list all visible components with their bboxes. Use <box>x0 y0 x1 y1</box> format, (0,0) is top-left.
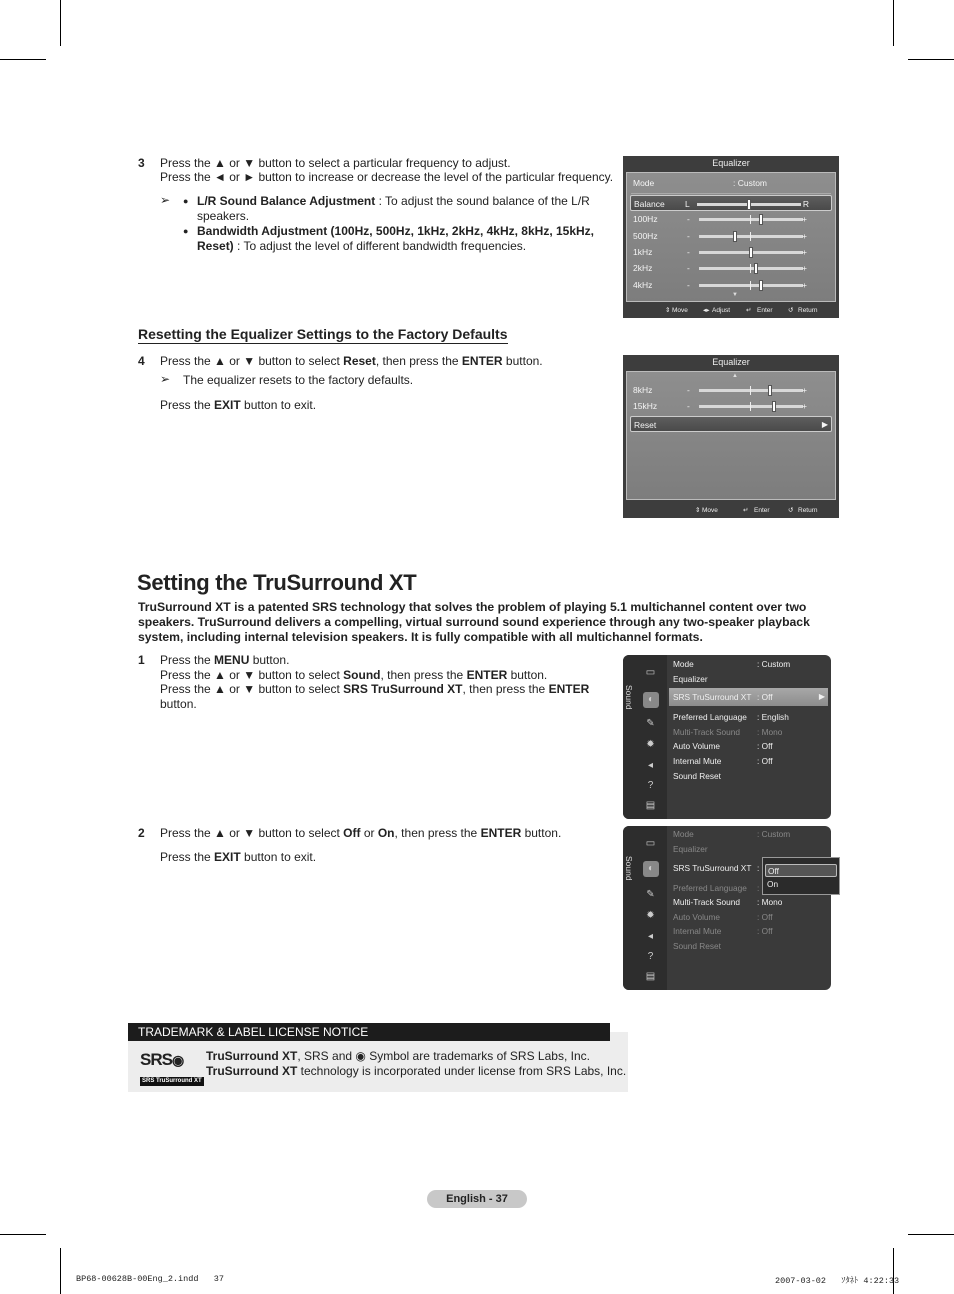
crop-mark <box>60 0 61 46</box>
text: , then press the <box>380 667 467 682</box>
eq-slider-knob[interactable] <box>749 247 753 258</box>
bullet-balance-label: L/R Sound Balance Adjustment <box>197 194 376 208</box>
text-bold: ENTER <box>466 667 508 682</box>
eq-slider-knob[interactable] <box>759 280 763 291</box>
note-arrow-icon: ➢ <box>160 372 171 386</box>
return-icon: ↺ <box>788 307 794 314</box>
sidebar-label: Sound <box>624 856 634 881</box>
step2-line <box>160 826 561 841</box>
crop-mark <box>893 0 894 46</box>
eq-mode-label: Mode <box>633 178 655 188</box>
eq-slider-track <box>699 389 803 392</box>
eq-row-min: - <box>687 401 690 412</box>
menu-item[interactable] <box>673 939 828 953</box>
text-bold: ENTER <box>480 826 522 840</box>
srs-option-popup <box>762 857 840 895</box>
text: Press the <box>160 850 215 864</box>
text: Press the <box>160 398 215 412</box>
eq-row-max: R <box>802 199 809 209</box>
reset-heading: Resetting the Equalizer Settings to the Factory Defaults <box>138 326 508 342</box>
text: button. <box>521 826 562 840</box>
eq-row-min: L <box>685 199 690 209</box>
srs-logo-sub: SRS TruSurround XT <box>142 1078 202 1084</box>
eq-slider-track <box>699 267 803 270</box>
menu-item[interactable] <box>673 657 828 671</box>
eq-slider-track <box>699 218 803 221</box>
eq-row-label: 4kHz <box>633 279 653 290</box>
text-bold: ENTER <box>548 682 590 696</box>
menu-item-label: Internal Mute <box>673 756 722 766</box>
text: or <box>360 826 378 840</box>
step4-exit <box>160 398 316 413</box>
sound-icon: ◐ <box>643 861 659 877</box>
picture-icon: ▭ <box>645 838 656 849</box>
menu-item-label: Auto Volume <box>673 912 721 922</box>
eq-slider-knob[interactable] <box>759 214 763 225</box>
menu-item-label: Sound Reset <box>673 941 721 951</box>
text: , then press the <box>394 826 481 840</box>
channel-icon: ✎ <box>646 889 655 900</box>
eq-row-min: - <box>687 279 690 290</box>
help-icon: ? <box>647 951 654 962</box>
footer-return: Return <box>798 507 818 514</box>
eq-row[interactable] <box>633 277 829 293</box>
input-icon: ◂ <box>647 931 654 942</box>
move-icon: ⇕ <box>665 307 671 314</box>
footer-adjust: Adjust <box>712 307 731 314</box>
menu-item[interactable] <box>673 924 828 938</box>
menu-item-value: : Custom <box>757 659 791 669</box>
menu-item-value: : Custom <box>757 829 791 839</box>
eq-slider-track <box>699 405 803 408</box>
step1-text <box>160 653 600 711</box>
input-icon: ◂ <box>647 760 654 771</box>
eq-slider-center <box>750 281 751 290</box>
eq-slider-knob[interactable] <box>733 231 737 242</box>
eq-row-max: + <box>802 246 807 257</box>
menu-item-value: : Off <box>757 692 773 702</box>
eq-row-label: 100Hz <box>633 214 658 225</box>
srs-symbol-icon: ◉ <box>355 1049 366 1063</box>
menu-item-value: : Off <box>757 912 773 922</box>
sidebar-label: Sound <box>624 685 634 710</box>
step-number: 4 <box>138 354 145 368</box>
srs-logo-letters: SRS <box>140 1050 172 1069</box>
srs-logo-text <box>140 1051 204 1069</box>
menu-sidebar <box>623 655 667 819</box>
trademark-text <box>206 1049 626 1079</box>
menu-item[interactable] <box>673 895 828 909</box>
crop-mark <box>0 1234 46 1235</box>
eq-mode-row <box>633 175 829 191</box>
text-bold: SRS TruSurround XT <box>343 682 463 696</box>
text: Press the ▲ or ▼ button to select <box>160 667 344 682</box>
eq-row-max: + <box>802 385 807 395</box>
eq-row-label: Balance <box>634 199 665 209</box>
setup-icon: ✹ <box>646 739 655 750</box>
scroll-up-icon: ▲ <box>732 373 738 379</box>
srs-circle-icon: ◉ <box>171 1052 184 1068</box>
eq-row-max: + <box>802 263 807 274</box>
menu-item-label: Equalizer <box>673 674 708 684</box>
eq-row-label: 8kHz <box>633 385 653 395</box>
menu-item[interactable] <box>673 725 828 739</box>
eq-row-max: + <box>802 214 807 225</box>
eq-row[interactable] <box>633 228 829 244</box>
equalizer-footer <box>623 506 839 516</box>
eq-row-max: + <box>802 230 807 241</box>
menu-item-value: : Off <box>757 741 773 751</box>
bullet-icon: ● <box>183 226 189 236</box>
eq-row-min: - <box>687 214 690 225</box>
help-icon: ? <box>647 780 654 791</box>
page-number: English - 37 <box>427 1190 527 1208</box>
text-bold: On <box>377 826 395 840</box>
eq-row[interactable] <box>633 382 829 398</box>
menu-item[interactable] <box>673 672 828 686</box>
eq-slider-center <box>750 264 751 273</box>
menu-item-label: Multi-Track Sound <box>673 727 741 737</box>
intro-paragraph: TruSurround XT is a patented SRS technology that solves the problem of playing 5.1 multichannel content over two speakers. TruSurround delivers a compelling, virtual surround sound experience through any two-speaker playback system, including internal television speakers. It is fully compatible with all multichannel formats. <box>138 600 810 644</box>
menu-item-label: Auto Volume <box>673 741 721 751</box>
step4-line <box>160 354 543 369</box>
play-icon: ▶ <box>821 420 828 429</box>
return-icon: ↺ <box>788 507 794 514</box>
text: button. <box>249 653 290 667</box>
step4-note: The equalizer resets to the factory defaults. <box>183 373 414 387</box>
eq-row[interactable] <box>633 211 829 227</box>
menu-item-value: : Mono <box>757 897 783 907</box>
menu-item-label: Internal Mute <box>673 926 722 936</box>
menu-item-value: : Off <box>757 756 773 766</box>
option-on[interactable]: On <box>767 879 779 889</box>
eq-slider-knob[interactable] <box>768 385 772 396</box>
menu-item-label: Sound Reset <box>673 771 721 781</box>
text: technology is incorporated under license from SRS Labs, Inc. <box>297 1064 627 1078</box>
text: Symbol are trademarks of SRS Labs, Inc. <box>365 1049 590 1063</box>
text-bold: EXIT <box>214 398 241 412</box>
text: , SRS and <box>297 1049 356 1063</box>
eq-row-min: - <box>687 230 690 241</box>
eq-row-min: - <box>687 246 690 257</box>
eq-row[interactable] <box>633 260 829 276</box>
text: Press the ▲ or ▼ button to select <box>160 682 344 696</box>
picture-icon: ▭ <box>645 667 656 678</box>
bullet-balance-text-2: speakers. <box>197 208 250 223</box>
note-arrow-icon: ➢ <box>160 193 171 207</box>
footer-enter: Enter <box>757 307 773 314</box>
eq-slider-knob[interactable] <box>754 263 758 274</box>
eq-row-min: - <box>687 263 690 274</box>
text-bold: Reset <box>343 354 376 368</box>
eq-row-max: + <box>802 401 807 412</box>
move-icon: ⇕ <box>695 507 701 514</box>
option-off[interactable]: Off <box>765 864 837 877</box>
eq-slider-center <box>750 402 751 411</box>
menu-item-label: SRS TruSurround XT <box>673 692 752 702</box>
footer-move: Move <box>672 307 688 314</box>
guide-icon: ▤ <box>645 800 656 811</box>
crop-mark <box>908 59 954 60</box>
text: , then press the <box>375 354 462 368</box>
page-title: Setting the TruSurround XT <box>137 570 417 595</box>
footer-return: Return <box>798 307 818 314</box>
eq-reset-label: Reset <box>634 420 657 430</box>
menu-item[interactable] <box>673 910 828 924</box>
menu-sidebar <box>623 826 667 990</box>
eq-slider-knob[interactable] <box>747 199 751 210</box>
menu-item-value: : Off <box>757 926 773 936</box>
menu-item-value: : <box>757 863 760 873</box>
menu-item-label: Equalizer <box>673 844 708 854</box>
text-bold: Sound <box>343 667 381 682</box>
footer-move: Move <box>702 507 718 514</box>
equalizer-panel <box>626 172 836 302</box>
eq-row-label: 2kHz <box>633 263 653 274</box>
text-bold: ENTER <box>461 354 503 368</box>
eq-row-label: 15kHz <box>633 401 658 412</box>
step-number: 1 <box>138 653 145 667</box>
text: button. <box>502 354 543 368</box>
guide-icon: ▤ <box>645 971 656 982</box>
divider <box>631 193 831 194</box>
menu-item[interactable] <box>673 754 828 768</box>
sound-menu-1 <box>623 655 831 819</box>
menu-item[interactable] <box>673 710 828 724</box>
step3-line1: Press the ▲ or ▼ button to select a particular frequency to adjust. <box>160 156 511 170</box>
menu-item-label: Mode <box>673 659 694 669</box>
srs-logo <box>140 1051 204 1087</box>
equalizer-title: Equalizer <box>712 158 750 168</box>
bullet-balance-text: : To adjust the sound balance of the L/R <box>375 194 590 208</box>
eq-row-min: - <box>687 385 690 395</box>
menu-item-label: Multi-Track Sound <box>673 897 741 907</box>
text: Press the <box>160 653 215 667</box>
eq-row[interactable] <box>633 398 829 414</box>
text: button. <box>507 667 548 682</box>
menu-item-value: : Mono <box>757 727 783 737</box>
text: , then press the <box>462 682 549 696</box>
eq-row-label: 500Hz <box>633 230 658 241</box>
step3-line2: Press the ◄ or ► button to increase or decrease the level of the particular frequency. <box>160 170 614 184</box>
enter-icon: ↵ <box>743 507 749 514</box>
menu-item-label: Preferred Language <box>673 883 747 893</box>
text-bold: EXIT <box>214 850 241 864</box>
sound-icon: ◐ <box>643 692 659 708</box>
text-bold: MENU <box>214 653 250 667</box>
step-number: 3 <box>138 156 145 170</box>
crop-mark <box>60 1248 61 1294</box>
eq-slider-center <box>750 215 751 224</box>
text: button to exit. <box>240 850 317 864</box>
play-icon: ▶ <box>818 692 825 701</box>
menu-item-value: : <box>757 883 760 893</box>
text-bold: TruSurround XT <box>206 1064 298 1078</box>
text-bold: Off <box>343 826 361 840</box>
menu-item[interactable] <box>669 688 828 706</box>
eq-row-label: 1kHz <box>633 246 653 257</box>
text: Press the ▲ or ▼ button to select <box>160 826 344 840</box>
adjust-icon: ◂▸ <box>703 307 710 314</box>
crop-mark <box>908 1234 954 1235</box>
eq-row[interactable] <box>630 195 832 211</box>
bullet-bandwidth <box>197 224 607 253</box>
bullet-bandwidth-label-2: Reset) <box>197 238 234 253</box>
sound-menu-2 <box>623 826 831 990</box>
menu-item-label: SRS TruSurround XT <box>673 863 752 873</box>
eq-slider-track <box>699 235 803 238</box>
menu-item[interactable] <box>673 739 828 753</box>
menu-item[interactable] <box>673 827 828 841</box>
bullet-balance <box>197 194 597 223</box>
menu-item[interactable] <box>673 769 828 783</box>
eq-slider-center <box>750 386 751 395</box>
setup-icon: ✹ <box>646 910 655 921</box>
crop-mark <box>893 1248 894 1294</box>
equalizer-screen-2 <box>623 355 839 518</box>
footer-file: BP68-00628B-00Eng_2.indd 37 <box>76 1274 224 1284</box>
enter-icon: ↵ <box>746 307 752 314</box>
equalizer-footer <box>623 306 839 316</box>
eq-slider-track <box>699 284 803 287</box>
equalizer-screen-1 <box>623 156 839 318</box>
eq-row-max: + <box>802 279 807 290</box>
menu-item-label: Mode <box>673 829 694 839</box>
text: button to exit. <box>240 398 317 412</box>
text: Press the ▲ or ▼ button to select <box>160 354 344 368</box>
bullet-icon: ● <box>183 196 189 206</box>
bullet-bandwidth-text: : To adjust the level of different bandwidth frequencies. <box>233 238 527 253</box>
text-bold: TruSurround XT <box>206 1049 298 1063</box>
eq-mode-value: : Custom <box>733 178 768 188</box>
eq-row[interactable] <box>633 244 829 260</box>
trademark-header: TRADEMARK & LABEL LICENSE NOTICE <box>128 1023 610 1041</box>
footer-enter: Enter <box>754 507 770 514</box>
channel-icon: ✎ <box>646 718 655 729</box>
crop-mark <box>0 59 46 60</box>
eq-slider-knob[interactable] <box>772 401 776 412</box>
eq-slider-center <box>750 232 751 241</box>
bullet-bandwidth-label: Bandwidth Adjustment (100Hz, 500Hz, 1kHz, 2kHz, 4kHz, 8kHz, 15kHz, <box>197 224 595 238</box>
step2-exit <box>160 850 316 865</box>
menu-item-label: Preferred Language <box>673 712 747 722</box>
scroll-down-icon: ▼ <box>732 292 738 298</box>
footer-date: 2007-03-02 ｿﾀﾈﾄ 4:22:33 <box>775 1276 900 1286</box>
equalizer-panel <box>626 371 836 500</box>
text: button. <box>160 696 197 711</box>
eq-reset-row[interactable] <box>630 416 832 432</box>
menu-item-value: : English <box>757 712 789 722</box>
menu-item[interactable] <box>673 842 828 856</box>
step-number: 2 <box>138 826 145 840</box>
equalizer-title: Equalizer <box>712 357 750 367</box>
